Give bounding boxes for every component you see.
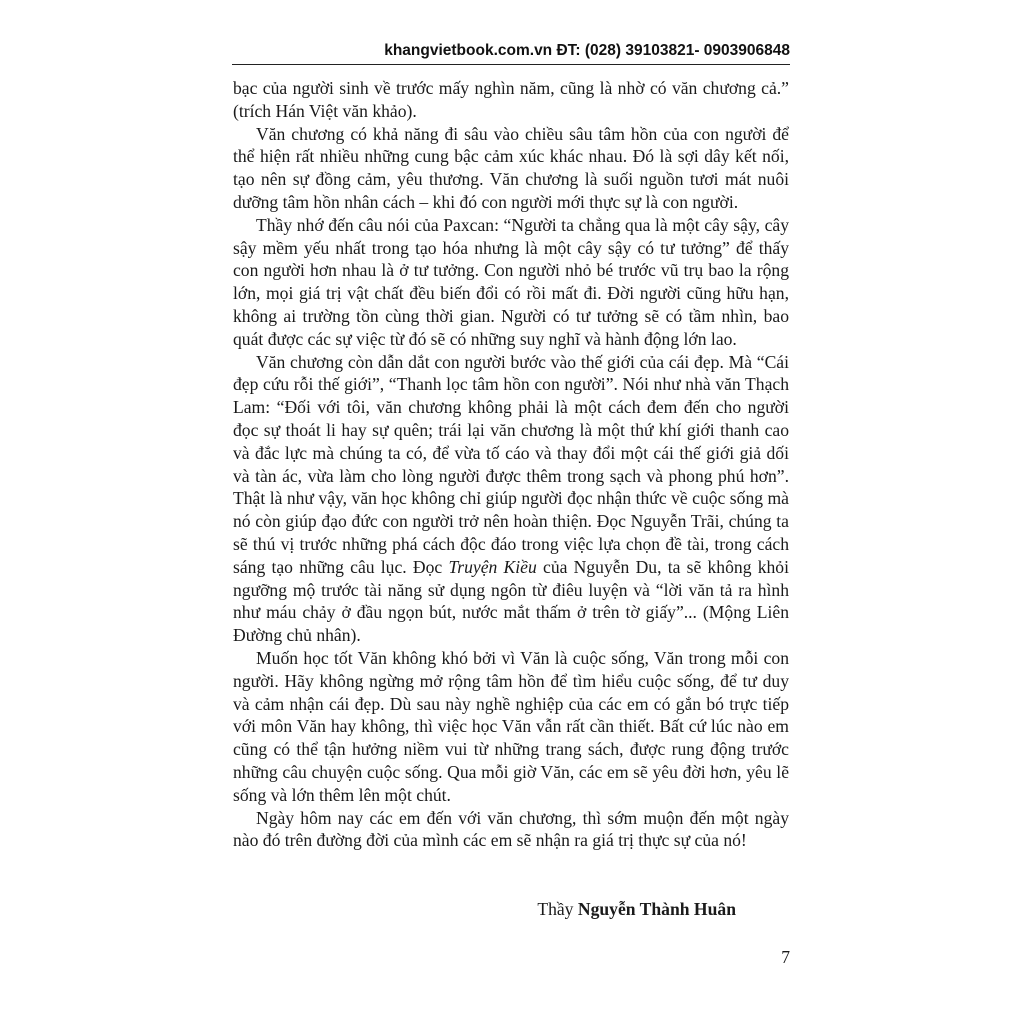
paragraph-continuation: bạc của người sinh về trước mấy nghìn năm, cũng là nhờ có văn chương cả.” (trích Hán Việt văn khảo). <box>233 78 789 121</box>
paragraph: Muốn học tốt Văn không khó bởi vì Văn là cuộc sống, Văn trong mỗi con người. Hãy không ngừng mở rộng tâm hồn để tìm hiểu cuộc sống, để tư duy và cảm nhận cái đẹp. Dù sau này nghề nghiệp của các em có gắn bó trực tiếp với môn Văn hay không, thì việc học Văn vẫn rất cần thiết. Bất cứ lúc nào em cũng có thể tận hưởng niềm vui từ những trang sách, được rung động trước những câu chuyện cuộc sống. Qua mỗi giờ Văn, các em sẽ yêu đời hơn, yêu lẽ sống và lớn thêm lên một chút. <box>233 647 789 805</box>
body-text <box>233 77 789 852</box>
paragraph-text: Văn chương còn dẫn dắt con người bước vào thế giới của cái đẹp. Mà “Cái đẹp cứu rỗi thế giới”, “Thanh lọc tâm hồn con người”. Nói như nhà văn Thạch Lam: “Đối với tôi, văn chương không phải là một cách đem đến cho người đọc sự thoát li hay sự quên; trái lại văn chương là một thứ khí giới thanh cao và đắc lực mà chúng ta có, để vừa tố cáo và thay đổi một cái thế giới giả dối và tàn ác, vừa làm cho lòng người được thêm trong sạch và phong phú hơn”. Thật là như vậy, văn học không chỉ giúp người đọc nhận thức về cuộc sống mà nó còn giúp đạo đức con người trở nên hoàn thiện. Đọc Nguyễn Trãi, chúng ta sẽ thú vị trước những phá cách độc đáo trong việc lựa chọn đề tài, trong cách sáng tạo những câu lục. Đọc <box>233 351 789 577</box>
book-title-italic: Truyện Kiều <box>448 556 537 577</box>
header-contact-text: khangvietbook.com.vn ĐT: (028) 39103821- 0903906848 <box>384 42 790 59</box>
signature-prefix: Thầy <box>537 899 574 919</box>
paragraph-text: của Nguyễn Du, ta sẽ không khỏi ngưỡng mộ trước tài năng sử dụng ngôn từ điêu luyện và “lời văn tả ra hình như máu chảy ở đầu ngọn bút, nước mắt thấm ở trên tờ giấy”... (Mộng Liên Đường chủ nhân). <box>233 556 789 646</box>
paragraph: Ngày hôm nay các em đến với văn chương, thì sớm muộn đến một ngày nào đó trên đường đời của mình các em sẽ nhận ra giá trị thực sự của nó! <box>233 807 789 851</box>
signature-name: Nguyễn Thành Huân <box>577 899 736 919</box>
paragraph: Thầy nhớ đến câu nói của Paxcan: “Người ta chẳng qua là một cây sậy, cây sậy mềm yếu nhất trong tạo hóa nhưng là một cây sậy có tư tưởng” để thấy con người hơn nhau là ở tư tưởng. Con người nhỏ bé trước vũ trụ bao la rộng lớn, mọi giá trị vật chất đều biến đổi có rồi mất đi. Đời người cũng hữu hạn, không ai trường tồn cùng thời gian. Người có tư tưởng sẽ có tầm nhìn, bao quát được các sự việc từ đó sẽ có những suy nghĩ và hành động lớn lao. <box>233 214 789 349</box>
page-number: 7 <box>781 947 790 967</box>
page-header <box>232 40 790 65</box>
signature <box>233 897 736 921</box>
paragraph <box>233 351 789 647</box>
paragraph: Văn chương có khả năng đi sâu vào chiều sâu tâm hồn của con người để thể hiện rất nhiều những cung bậc cảm xúc khác nhau. Đó là sợi dây kết nối, tạo nên sự đồng cảm, yêu thương. Văn chương là suối nguồn tươi mát nuôi dưỡng tâm hồn nhân cách – khi đó con người mới thực sự là con người. <box>233 123 789 212</box>
